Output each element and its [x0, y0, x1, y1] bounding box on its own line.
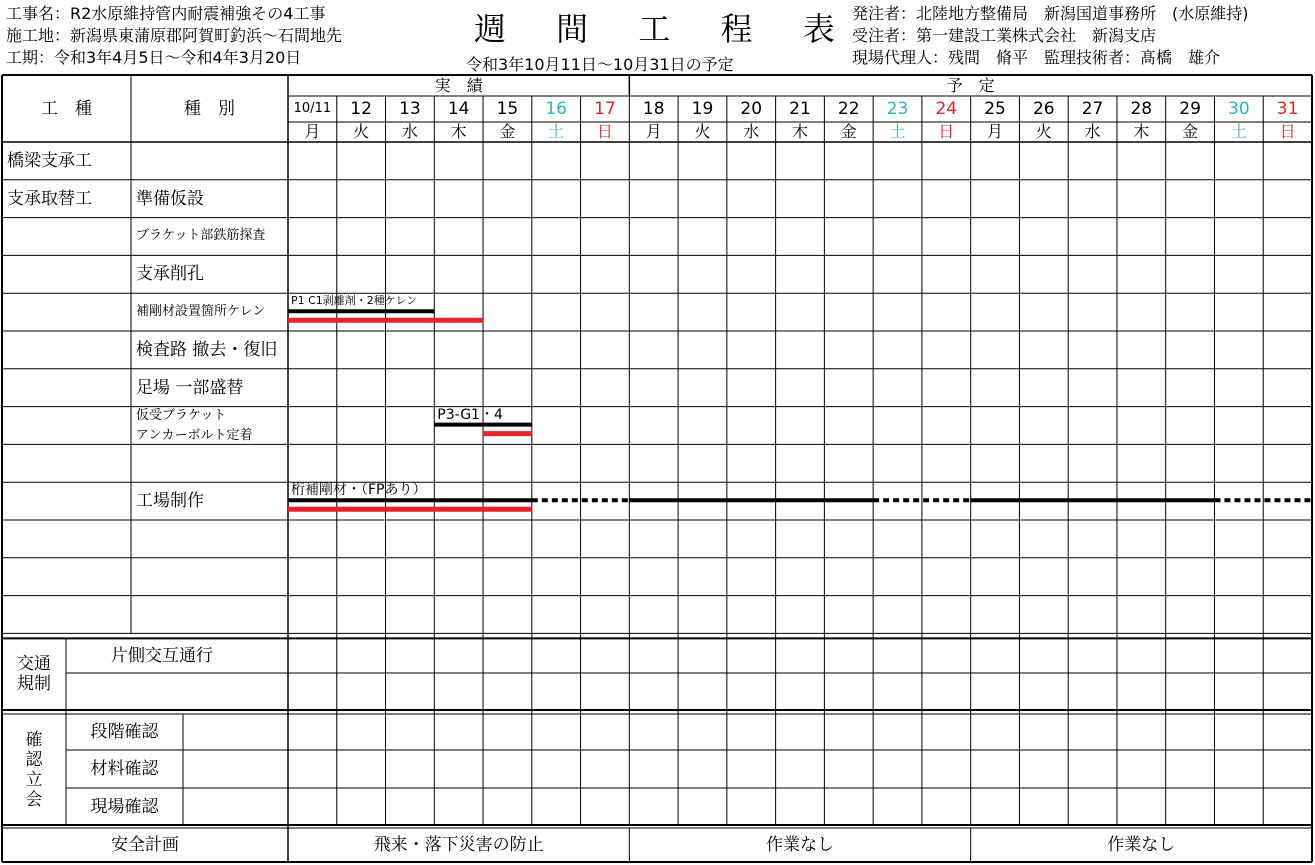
day-number [288, 96, 337, 122]
day-number-text: 22 [837, 99, 860, 119]
safety-plan-label [2, 828, 288, 862]
group-header-plan-text: 予 定 [946, 75, 995, 95]
day-number [386, 96, 435, 122]
day-number-text: 18 [642, 99, 665, 119]
work-detail-label-text: 検査路 撤去・復旧 [136, 339, 278, 360]
work-detail-label [131, 255, 293, 293]
traffic-section-label-text: 規制 [17, 674, 51, 695]
column-header-shu-text: 種 別 [184, 98, 235, 119]
project-name: 工事名：R2水原維持管内耐震補強その4工事 [6, 4, 326, 23]
weekday [776, 122, 825, 142]
safety-plan-item-text: 飛来・落下災害の防止 [373, 835, 544, 855]
safety-plan-item [629, 828, 970, 862]
work-detail-label-text: アンカーボルト定着 [136, 427, 253, 443]
day-number [776, 96, 825, 122]
work-detail-label [131, 482, 293, 520]
work-detail-label-text: 工場制作 [136, 491, 204, 512]
weekday [1214, 122, 1263, 142]
safety-plan-item [971, 828, 1312, 862]
weekday [581, 122, 630, 142]
day-number [483, 96, 532, 122]
weekday-text: 水 [401, 122, 418, 141]
day-number-text: 24 [935, 99, 958, 119]
weekday [1166, 122, 1215, 142]
traffic-item-text: 片側交互通行 [111, 645, 213, 666]
weekday-text: 日 [1279, 122, 1296, 141]
day-number-text: 26 [1032, 99, 1055, 119]
weekday [1068, 122, 1117, 142]
day-number-text: 14 [447, 99, 470, 119]
group-header-actual-text: 実 績 [434, 75, 483, 95]
column-header-shu [131, 75, 288, 142]
work-type-label [2, 142, 136, 180]
day-number [678, 96, 727, 122]
weekday [337, 122, 386, 142]
safety-plan-label-text: 安全計画 [111, 835, 179, 855]
inspection-item [66, 714, 183, 750]
inspection-item-text: 現場確認 [90, 796, 159, 817]
safety-plan-item-text: 作業なし [765, 835, 834, 855]
weekday-text: 日 [938, 122, 955, 141]
day-number [1117, 96, 1166, 122]
work-detail-label [131, 369, 293, 407]
traffic-section-label-text: 交通 [17, 654, 51, 675]
work-detail-label [131, 180, 293, 218]
day-number [434, 96, 483, 122]
work-detail-label-text: 仮受ブラケット [136, 407, 227, 423]
day-number [971, 96, 1020, 122]
weekday [1263, 122, 1312, 142]
weekday [483, 122, 532, 142]
schedule-period: 令和3年10月11日～10月31日の予定 [466, 55, 734, 74]
work-type-label-text: 支承取替工 [7, 188, 92, 209]
day-number [629, 96, 678, 122]
weekday [1117, 122, 1166, 142]
weekday-text: 水 [1084, 122, 1101, 141]
column-header-kou [2, 75, 131, 142]
day-number-text: 16 [545, 99, 567, 119]
group-header-actual [288, 75, 629, 96]
weekday-text: 土 [548, 122, 565, 141]
work-detail-label-text: 支承削孔 [136, 264, 204, 285]
traffic-item [66, 638, 258, 673]
group-header-plan [629, 75, 1312, 96]
weekday [922, 122, 971, 142]
weekday-text: 水 [743, 122, 760, 141]
document-title: 週 間 工 程 表 [474, 10, 855, 48]
day-number [1214, 96, 1263, 122]
weekday-text: 火 [694, 122, 711, 141]
weekday-text: 日 [596, 122, 613, 141]
weekday [434, 122, 483, 142]
day-number [727, 96, 776, 122]
weekday [727, 122, 776, 142]
day-number [922, 96, 971, 122]
weekday [678, 122, 727, 142]
work-detail-label-text: 足場 一部盛替 [136, 377, 244, 398]
weekday-text: 金 [499, 122, 516, 141]
day-number [824, 96, 873, 122]
work-detail-label-text: ブラケット部鉄筋探査 [136, 228, 266, 244]
weekday-text: 月 [987, 122, 1004, 141]
bar-label: P3-G1・4 [437, 406, 503, 423]
traffic-section-label [2, 638, 66, 710]
day-number-text: 21 [789, 99, 811, 119]
weekday-text: 木 [450, 122, 467, 141]
site-agent: 現場代理人：残間 脩平 監理技術者：髙橋 雄介 [852, 48, 1221, 67]
weekday [971, 122, 1020, 142]
day-number-text: 29 [1179, 99, 1201, 119]
day-number-text: 20 [740, 99, 763, 119]
weekday [824, 122, 873, 142]
inspection-item [66, 788, 183, 825]
day-number-text: 30 [1228, 99, 1250, 119]
work-detail-label [131, 331, 293, 369]
day-number-text: 17 [594, 99, 616, 119]
work-type-label-text: 橋梁支承工 [7, 150, 92, 171]
day-number-text: 19 [691, 99, 714, 119]
weekday-text: 火 [353, 122, 370, 141]
project-term: 工期：令和3年4月5日～令和4年3月20日 [6, 48, 302, 67]
day-number-text: 27 [1081, 99, 1104, 119]
weekday-text: 木 [791, 122, 808, 141]
day-number [1019, 96, 1068, 122]
day-number [532, 96, 581, 122]
inspection-section-label-text: 確 [25, 729, 43, 750]
safety-plan-item-text: 作業なし [1107, 835, 1176, 855]
work-detail-label-text: 補剛材設置箇所ケレン [136, 304, 266, 320]
contractor: 受注者：第一建設工業株式会社 新潟支店 [852, 26, 1157, 45]
day-number-text: 15 [496, 99, 519, 119]
weekday [532, 122, 581, 142]
day-number [1263, 96, 1312, 122]
inspection-section-label-text: 認 [25, 749, 43, 770]
day-number-text: 13 [399, 99, 421, 119]
inspection-section-label-text: 立 [25, 769, 43, 790]
work-detail-label [131, 218, 293, 256]
day-number-text: 23 [886, 99, 909, 119]
safety-plan-item [288, 828, 629, 862]
day-number [1068, 96, 1117, 122]
weekday [288, 122, 337, 142]
day-number [581, 96, 630, 122]
weekday-text: 金 [1182, 122, 1199, 141]
inspection-section-label-text: 会 [25, 789, 43, 810]
day-number-text: 10/11 [293, 101, 332, 116]
weekday [873, 122, 922, 142]
work-type-label [2, 180, 136, 218]
weekday [386, 122, 435, 142]
inspection-item-text: 段階確認 [90, 722, 159, 742]
weekday-text: 火 [1035, 122, 1052, 141]
bar-label: 桁補剛材・（FPあり） [291, 482, 427, 499]
weekday-text: 木 [1133, 122, 1150, 141]
column-header-kou-text: 工 種 [41, 98, 92, 119]
bar-label: P1 C1剥離剤・2種ケレン [291, 294, 418, 308]
day-number-text: 28 [1130, 99, 1153, 119]
weekday-text: 月 [304, 122, 321, 141]
weekday-text: 土 [889, 122, 906, 141]
weekday-text: 金 [840, 122, 857, 141]
inspection-section-label [2, 714, 66, 825]
inspection-item-text: 材料確認 [90, 759, 159, 779]
weekday-text: 月 [645, 122, 662, 141]
work-detail-label-text: 準備仮設 [136, 188, 204, 209]
inspection-item [66, 750, 183, 788]
day-number [1166, 96, 1215, 122]
orderer: 発注者：北陸地方整備局 新潟国道事務所 (水原維持) [852, 4, 1249, 23]
day-number [873, 96, 922, 122]
work-detail-label [131, 407, 293, 445]
work-detail-label [131, 293, 293, 331]
day-number [337, 96, 386, 122]
weekday [1019, 122, 1068, 142]
project-site: 施工地：新潟県東蒲原郡阿賀町釣浜～石間地先 [6, 26, 343, 45]
weekday [629, 122, 678, 142]
weekday-text: 土 [1230, 122, 1247, 141]
day-number-text: 25 [984, 99, 1006, 119]
day-number-text: 31 [1276, 99, 1299, 119]
day-number-text: 12 [350, 99, 372, 119]
